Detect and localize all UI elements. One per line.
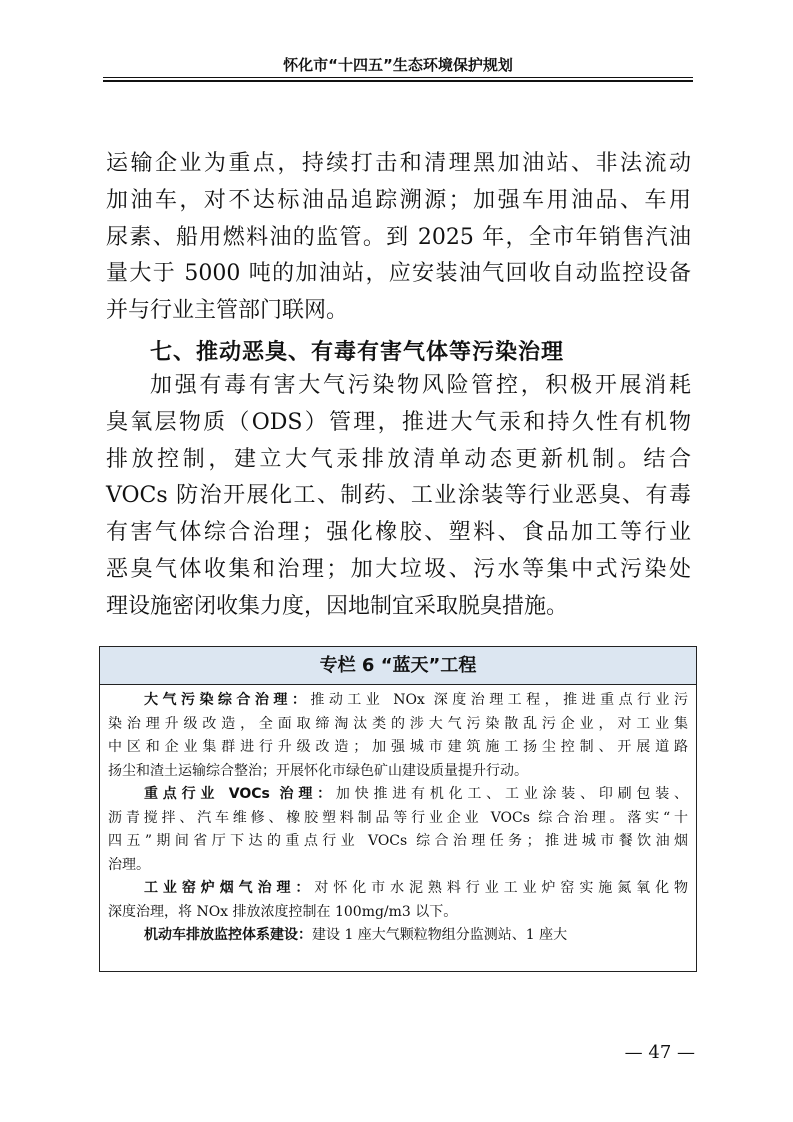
text-line: 加油车，对不达标油品追踪溯源；加强车用油品、车用 <box>106 187 691 213</box>
box-item-line: 染治理升级改造，全面取缔淘汰类的涉大气污染散乱污企业，对工业集 <box>108 715 688 732</box>
box-item-first-line <box>108 877 688 901</box>
text-line: VOCs 防治开展化工、制药、工业涂装等行业恶臭、有毒 <box>106 483 691 509</box>
text-line: 臭氧层物质（ODS）管理，推进大气汞和持久性有机物 <box>106 409 691 435</box>
text-line: 运输企业为重点，持续打击和清理黑加油站、非法流动 <box>106 151 691 176</box>
box-item-first-line <box>108 689 688 713</box>
running-header: 怀化市“十四五”生态环境保护规划 <box>283 56 513 74</box>
box-item-first-line <box>108 783 688 807</box>
page-number: — 47 — <box>624 1042 695 1063</box>
header-rule <box>103 77 693 78</box>
section-heading: 七、推动恶臭、有毒有害气体等污染治理 <box>150 340 565 365</box>
paragraph-1 <box>106 146 691 330</box>
box-body <box>100 685 696 948</box>
box-item-text: 对怀化市水泥熟料行业工业炉窑实施氮氧化物 <box>314 880 689 896</box>
box-item-line: 沥青搅拌、汽车维修、橡胶塑料制品等行业企业 VOCs 综合治理。落实“十 <box>108 809 688 826</box>
box-item-line: 治理。 <box>108 856 150 873</box>
box-item-lead: 工业窑炉烟气治理： <box>144 880 315 896</box>
box-item-first-line <box>108 924 688 948</box>
box-item-line: 四五”期间省厅下达的重点行业 VOCs 综合治理任务；推进城市餐饮油烟 <box>108 833 688 849</box>
text-line: 量大于 5000 吨的加油站，应安装油气回收自动监控设备 <box>106 261 691 287</box>
box-item-line: 深度治理，将 NOx 排放浓度控制在 100mg/m3 以下。 <box>108 903 458 920</box>
box-item-lead: 重点行业 VOCs 治理： <box>144 786 336 802</box>
text-line: 恶臭气体收集和治理；加大垃圾、污水等集中式污染处 <box>106 556 691 582</box>
box-title: 专栏 6 “蓝天”工程 <box>100 647 696 685</box>
text-line: 并与行业主管部门联网。 <box>106 298 349 324</box>
text-line: 尿素、船用燃料油的监管。到 2025 年，全市年销售汽油 <box>106 224 691 250</box>
box-item-text: 推动工业 NOx 深度治理工程，推进重点行业污 <box>310 692 689 708</box>
text-line: 排放控制，建立大气汞排放清单动态更新机制。结合 <box>106 446 691 472</box>
text-line: 理设施密闭收集力度，因地制宜采取脱臭措施。 <box>106 593 569 619</box>
box-item-lead: 大气污染综合治理： <box>144 692 311 708</box>
box-item-text: 加快推进有机化工、工业涂装、印刷包装、 <box>335 786 688 802</box>
box-item-line: 扬尘和渣土运输综合整治；开展怀化市绿色矿山建设质量提升行动。 <box>108 762 528 779</box>
text-line: 有害气体综合治理；强化橡胶、塑料、食品加工等行业 <box>106 520 691 546</box>
header-rule-thick <box>103 80 693 82</box>
box-item-lead: 机动车排放监控体系建设： <box>144 927 312 943</box>
box-item-text: 建设 1 座大气颗粒物组分监测站、1 座大 <box>312 927 568 943</box>
box-item-line: 中区和企业集群进行升级改造；加强城市建筑施工扬尘控制、开展道路 <box>108 739 688 755</box>
text-line: 加强有毒有害大气污染物风险管控，积极开展消耗 <box>150 373 691 398</box>
paragraph-2 <box>106 368 691 626</box>
sidebar-box-blue-sky <box>99 646 697 972</box>
